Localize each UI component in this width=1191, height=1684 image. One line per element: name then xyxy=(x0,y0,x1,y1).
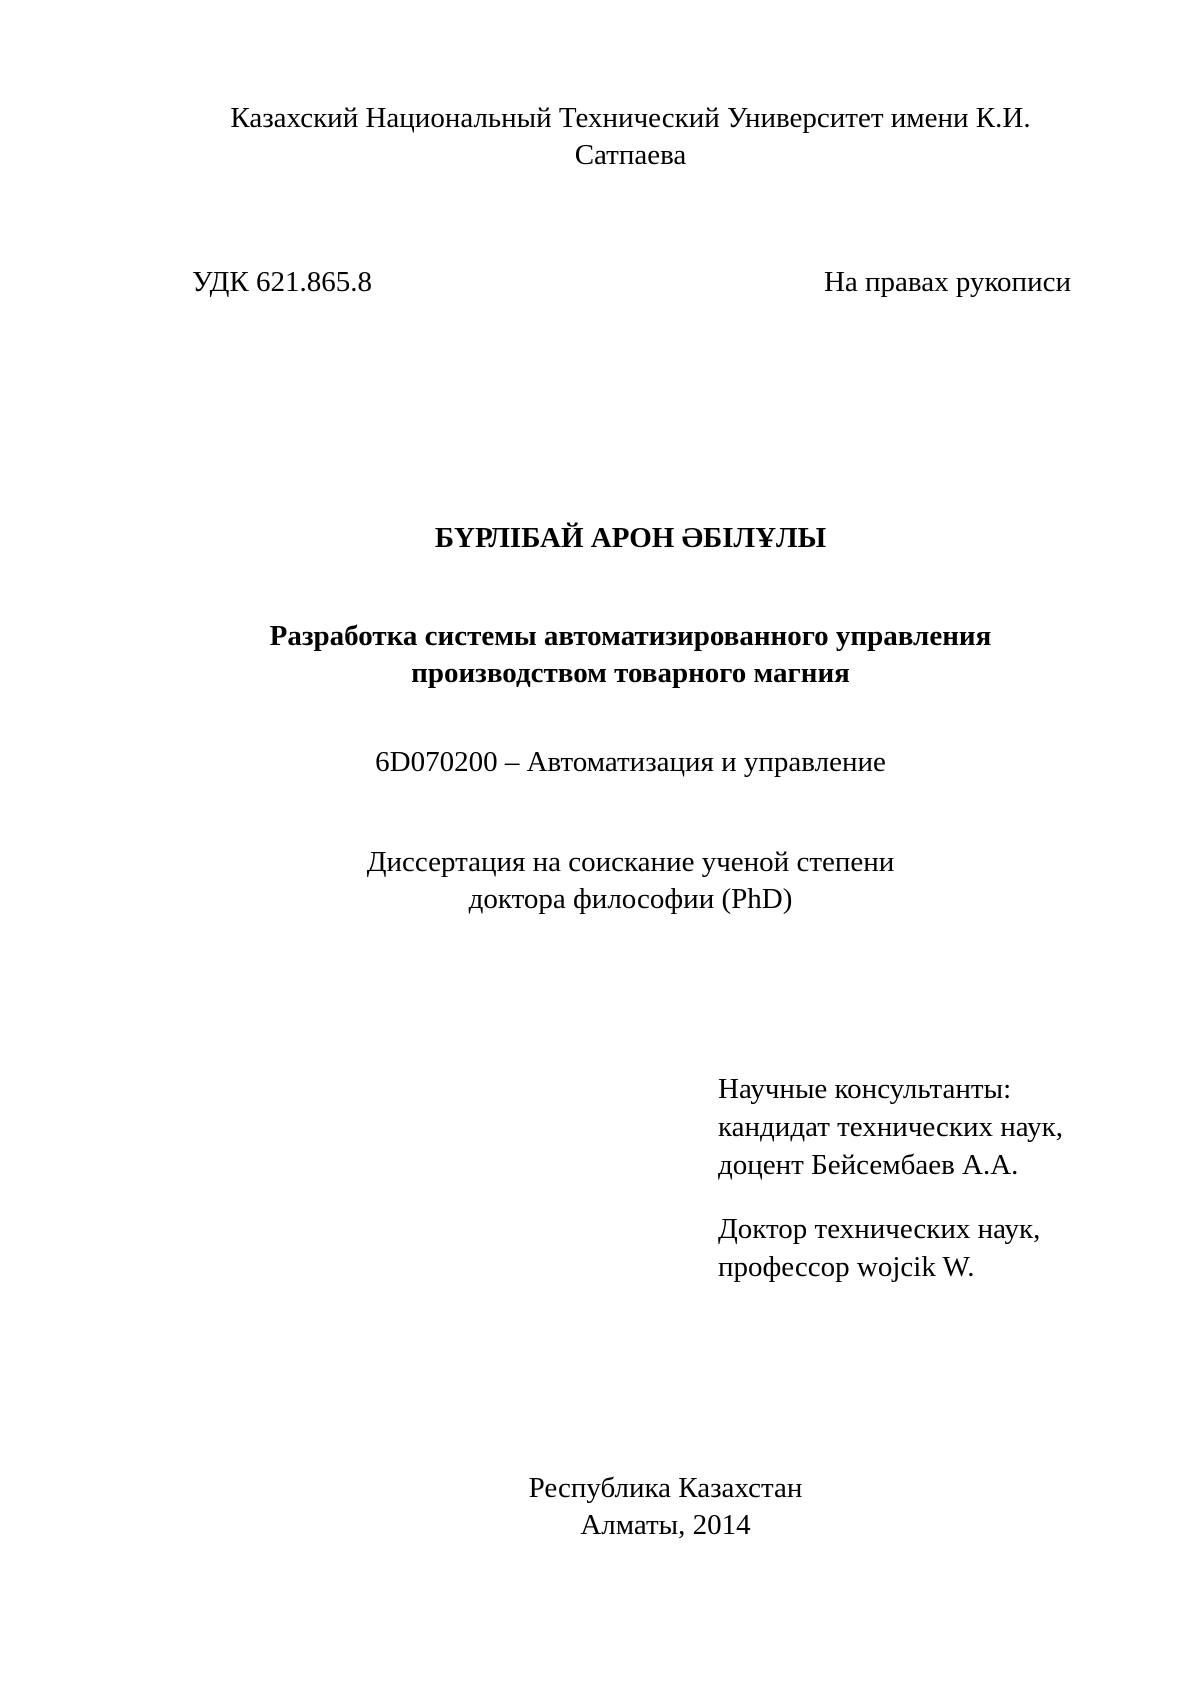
city-year-line: Алматы, 2014 xyxy=(580,1509,751,1541)
country-line: Республика Казахстан xyxy=(528,1472,803,1504)
scientific-consultants xyxy=(718,1070,1063,1286)
specialty-code: 6D070200 – Автоматизация и управление xyxy=(375,746,886,778)
degree-statement-line-1: Диссертация на соискание ученой степени xyxy=(366,846,895,878)
degree-statement xyxy=(190,844,1071,918)
author-name: БҮРЛІБАЙ АРОН ӘБІЛҰЛЫ xyxy=(434,522,827,554)
university-name: Казахский Национальный Технический Университет имени К.И. Сатпаева xyxy=(230,102,1031,171)
consultant-1-name: доцент Бейсембаев А.А. xyxy=(718,1149,1019,1181)
dissertation-title-line-2: производством товарного магния xyxy=(411,657,850,689)
consultant-2-degree: Доктор технических наук, xyxy=(718,1213,1041,1245)
manuscript-rights-note: На правах рукописи xyxy=(823,266,1071,298)
udc-row xyxy=(192,264,1071,301)
consultant-1-degree: кандидат технических наук, xyxy=(718,1111,1063,1143)
publication-footer xyxy=(260,1470,1071,1544)
dissertation-title xyxy=(190,618,1071,692)
degree-statement-line-2: доктора философии (PhD) xyxy=(468,883,793,915)
udc-number: УДК 621.865.8 xyxy=(192,266,372,298)
consultants-heading: Научные консультанты: xyxy=(718,1073,1012,1105)
dissertation-title-line-1: Разработка системы автоматизированного управления xyxy=(269,620,992,652)
consultant-2-name: профессор wojcik W. xyxy=(718,1251,975,1283)
